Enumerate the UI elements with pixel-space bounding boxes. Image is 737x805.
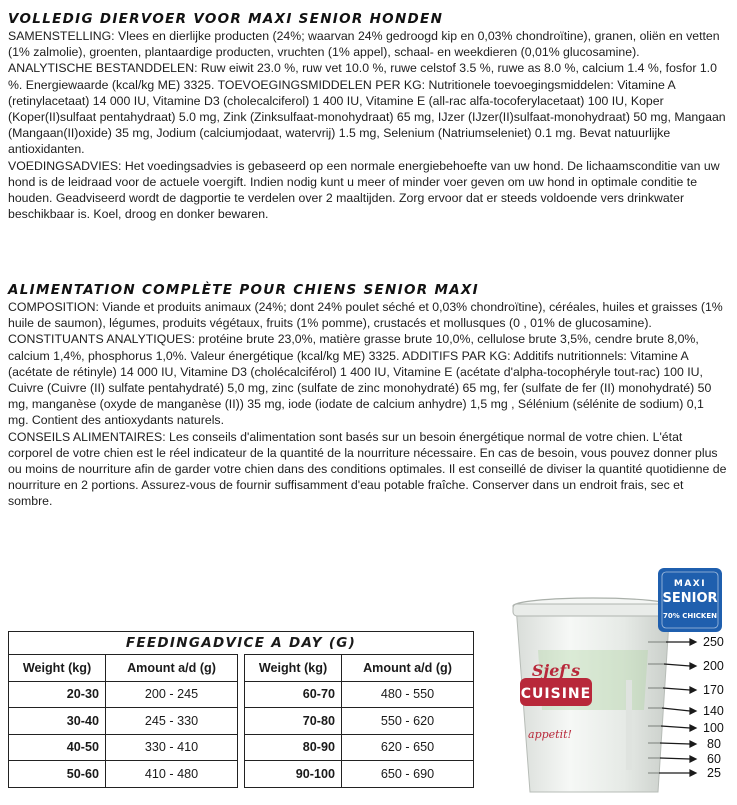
amount-cell: 410 - 480 (106, 761, 238, 788)
measuring-cup-illustration (498, 560, 737, 800)
scale-label: 140 (703, 704, 724, 718)
french-advice: CONSEILS ALIMENTAIRES: Les conseils d'alimentation sont basés sur un besoin énergétique normal de votre chien. L'état corporel de votre chien est le réel indicateur de la quantité de la nourriture nécessaire. En cas de besoin, vous pouvez donner plus ou moins de nourriture afin de garder votre chien dans des conditions optimales. Il est conseillé de diviser la quantité quotidienne de nourriture en 2 portions. Assurez-vous de fournir suffisamment d'eau potable fraîche. Conserver dans un endroit frais, sec et sombre. (8, 429, 727, 509)
feeding-table-right (244, 654, 474, 788)
brand-line2: CUISINE (520, 686, 592, 702)
french-analytical: CONSTITUANTS ANALYTIQUES: protéine brute 23,0%, matière grasse brute 10,0%, cellulose brute 3,5%, cendre brute 8,0%, calcium 1,4%, phosphorus 1,0%. Valeur énergétique (kcal/kg ME) 3325. ADDITIFS PAR KG: Additifs nutritionnels: Vitamine A (acétate de rétinyle) 14 000 IU, Vitamine D3 (cholécalciférol) 1 400 IU, Vitamine E (acétate d'alpha-tocophéryle tout-rac) 100 IU, Cuivre (Cuivre (II) sulfate pentahydraté) 5,0 mg, zinc (sulfate de zinc monohydraté) 65 mg, fer (sulfate de fer (II) monohydraté) 50 mg, manganèse (oxyde de manganèse (II)) 35 mg, iode (iodate de calcium anhydre) 1,5 mg , Sélénium (sélénite de sodium) 0,1 mg. Contient des antioxydants naturels. (8, 332, 712, 428)
amount-cell: 620 - 650 (342, 734, 474, 761)
brand-line1: Sjef's (531, 661, 581, 680)
amount-cell: 200 - 245 (106, 681, 238, 708)
french-composition: COMPOSITION: Viande et produits animaux (24%; dont 24% poulet séché et 0,03% chondroïtine), céréales, huiles et graisses (1% huile de saumon), légumes, produits végétaux, fruits (1% pomme), crustacés et mollusques (0 , 01% de glucosamine). (8, 300, 723, 331)
amount-cell: 330 - 410 (106, 734, 238, 761)
col-amount-header: Amount a/d (g) (342, 655, 474, 682)
scale-label: 60 (707, 752, 721, 766)
french-title: ALIMENTATION COMPLÈTE POUR CHIENS SENIOR MAXI (8, 282, 479, 298)
scale-label: 25 (707, 766, 721, 780)
table-row (9, 681, 238, 708)
scale-label: 170 (703, 683, 724, 697)
dutch-analytical: ANALYTISCHE BESTANDDELEN: Ruw eiwit 23.0 %, ruw vet 10.0 %, ruwe celstof 3.5 %, ruwe as 8.0 %, calcium 1.4 %, fosfor 1.0 %. Energiewaarde (kcal/kg ME) 3325. TOEVOEGINGSMIDDELEN PER KG: Nutritionele toevoegingsmiddelen: Vitamine A (retinylacetaat) 14 000 IU, Vitamine D3 (cholecalciferol) 1 400 IU, Vitamine E (all-rac alfa-tocoferylacetaat) 100 IU, Koper (Koper(II)sulfaat pentahydraat) 5.0 mg, Zink (Zinksulfaat-monohydraat) 65 mg, IJzer (IJzer(II)sulfaat-monohydraat) 50 mg, Mangaan (Mangaan(II)oxide) 35 mg, Jodium (calciumjodaat, watervrij) 1.5 mg, Selenium (Natriumseleniet) 0.1 mg. Bevat natuurlijke antioxidanten. (8, 61, 726, 157)
tagline: appetit! (528, 728, 572, 741)
scale-label: 100 (703, 721, 724, 735)
measuring-cup-icon (498, 560, 737, 800)
dutch-composition: SAMENSTELLING: Vlees en dierlijke producten (24%; waarvan 24% gedroogd kip en 0,03% chondroïtine), granen, oliën en vetten (1% zalmolie), groenten, plantaardige producten, vruchten (1% appel), schaal- en weekdieren (0,01% glucosamine). (8, 29, 720, 60)
amount-cell: 480 - 550 (342, 681, 474, 708)
weight-cell: 30-40 (9, 708, 106, 735)
table-row (9, 761, 238, 788)
feeding-table-left (8, 654, 238, 788)
weight-cell: 80-90 (245, 734, 342, 761)
badge-line2: SENIOR (662, 591, 718, 606)
weight-cell: 70-80 (245, 708, 342, 735)
french-section (0, 281, 735, 510)
dutch-advice: VOEDINGSADVIES: Het voedingsadvies is gebaseerd op een normale energiebehoefte van uw hond. De lichaamsconditie van uw hond is de leidraad voor de actuele voergift. Indien nodig kunt u meer of minder voer geven om uw hond in optimale conditie te houden. Geadviseerd wordt de dagportie te verdelen over 2 maaltijden. Zorg ervoor dat er steeds voldoende vers drinkwater beschikbaar is. Koel, droog en donker bewaren. (8, 158, 720, 222)
amount-cell: 650 - 690 (342, 761, 474, 788)
amount-cell: 245 - 330 (106, 708, 238, 735)
table-row (245, 681, 474, 708)
table-row (245, 761, 474, 788)
col-weight-header: Weight (kg) (245, 655, 342, 682)
col-weight-header: Weight (kg) (9, 655, 106, 682)
table-row (245, 734, 474, 761)
weight-cell: 90-100 (245, 761, 342, 788)
scale-label: 200 (703, 659, 724, 673)
table-row (245, 708, 474, 735)
maxi-senior-badge (658, 568, 722, 632)
table-row (9, 708, 238, 735)
badge-line1: MAXI (673, 579, 707, 589)
badge-line3: 70% CHICKEN (663, 612, 717, 620)
amount-cell: 550 - 620 (342, 708, 474, 735)
weight-cell: 50-60 (9, 761, 106, 788)
scale-label: 80 (707, 737, 721, 751)
weight-cell: 40-50 (9, 734, 106, 761)
col-amount-header: Amount a/d (g) (106, 655, 238, 682)
feeding-advice-table (8, 631, 474, 788)
weight-cell: 60-70 (245, 681, 342, 708)
dutch-section (0, 10, 735, 222)
scale-label: 250 (703, 635, 724, 649)
dutch-title: VOLLEDIG DIERVOER VOOR MAXI SENIOR HONDEN (8, 11, 444, 27)
weight-cell: 20-30 (9, 681, 106, 708)
feeding-title: FEEDINGADVICE A DAY (G) (8, 631, 474, 654)
table-row (9, 734, 238, 761)
